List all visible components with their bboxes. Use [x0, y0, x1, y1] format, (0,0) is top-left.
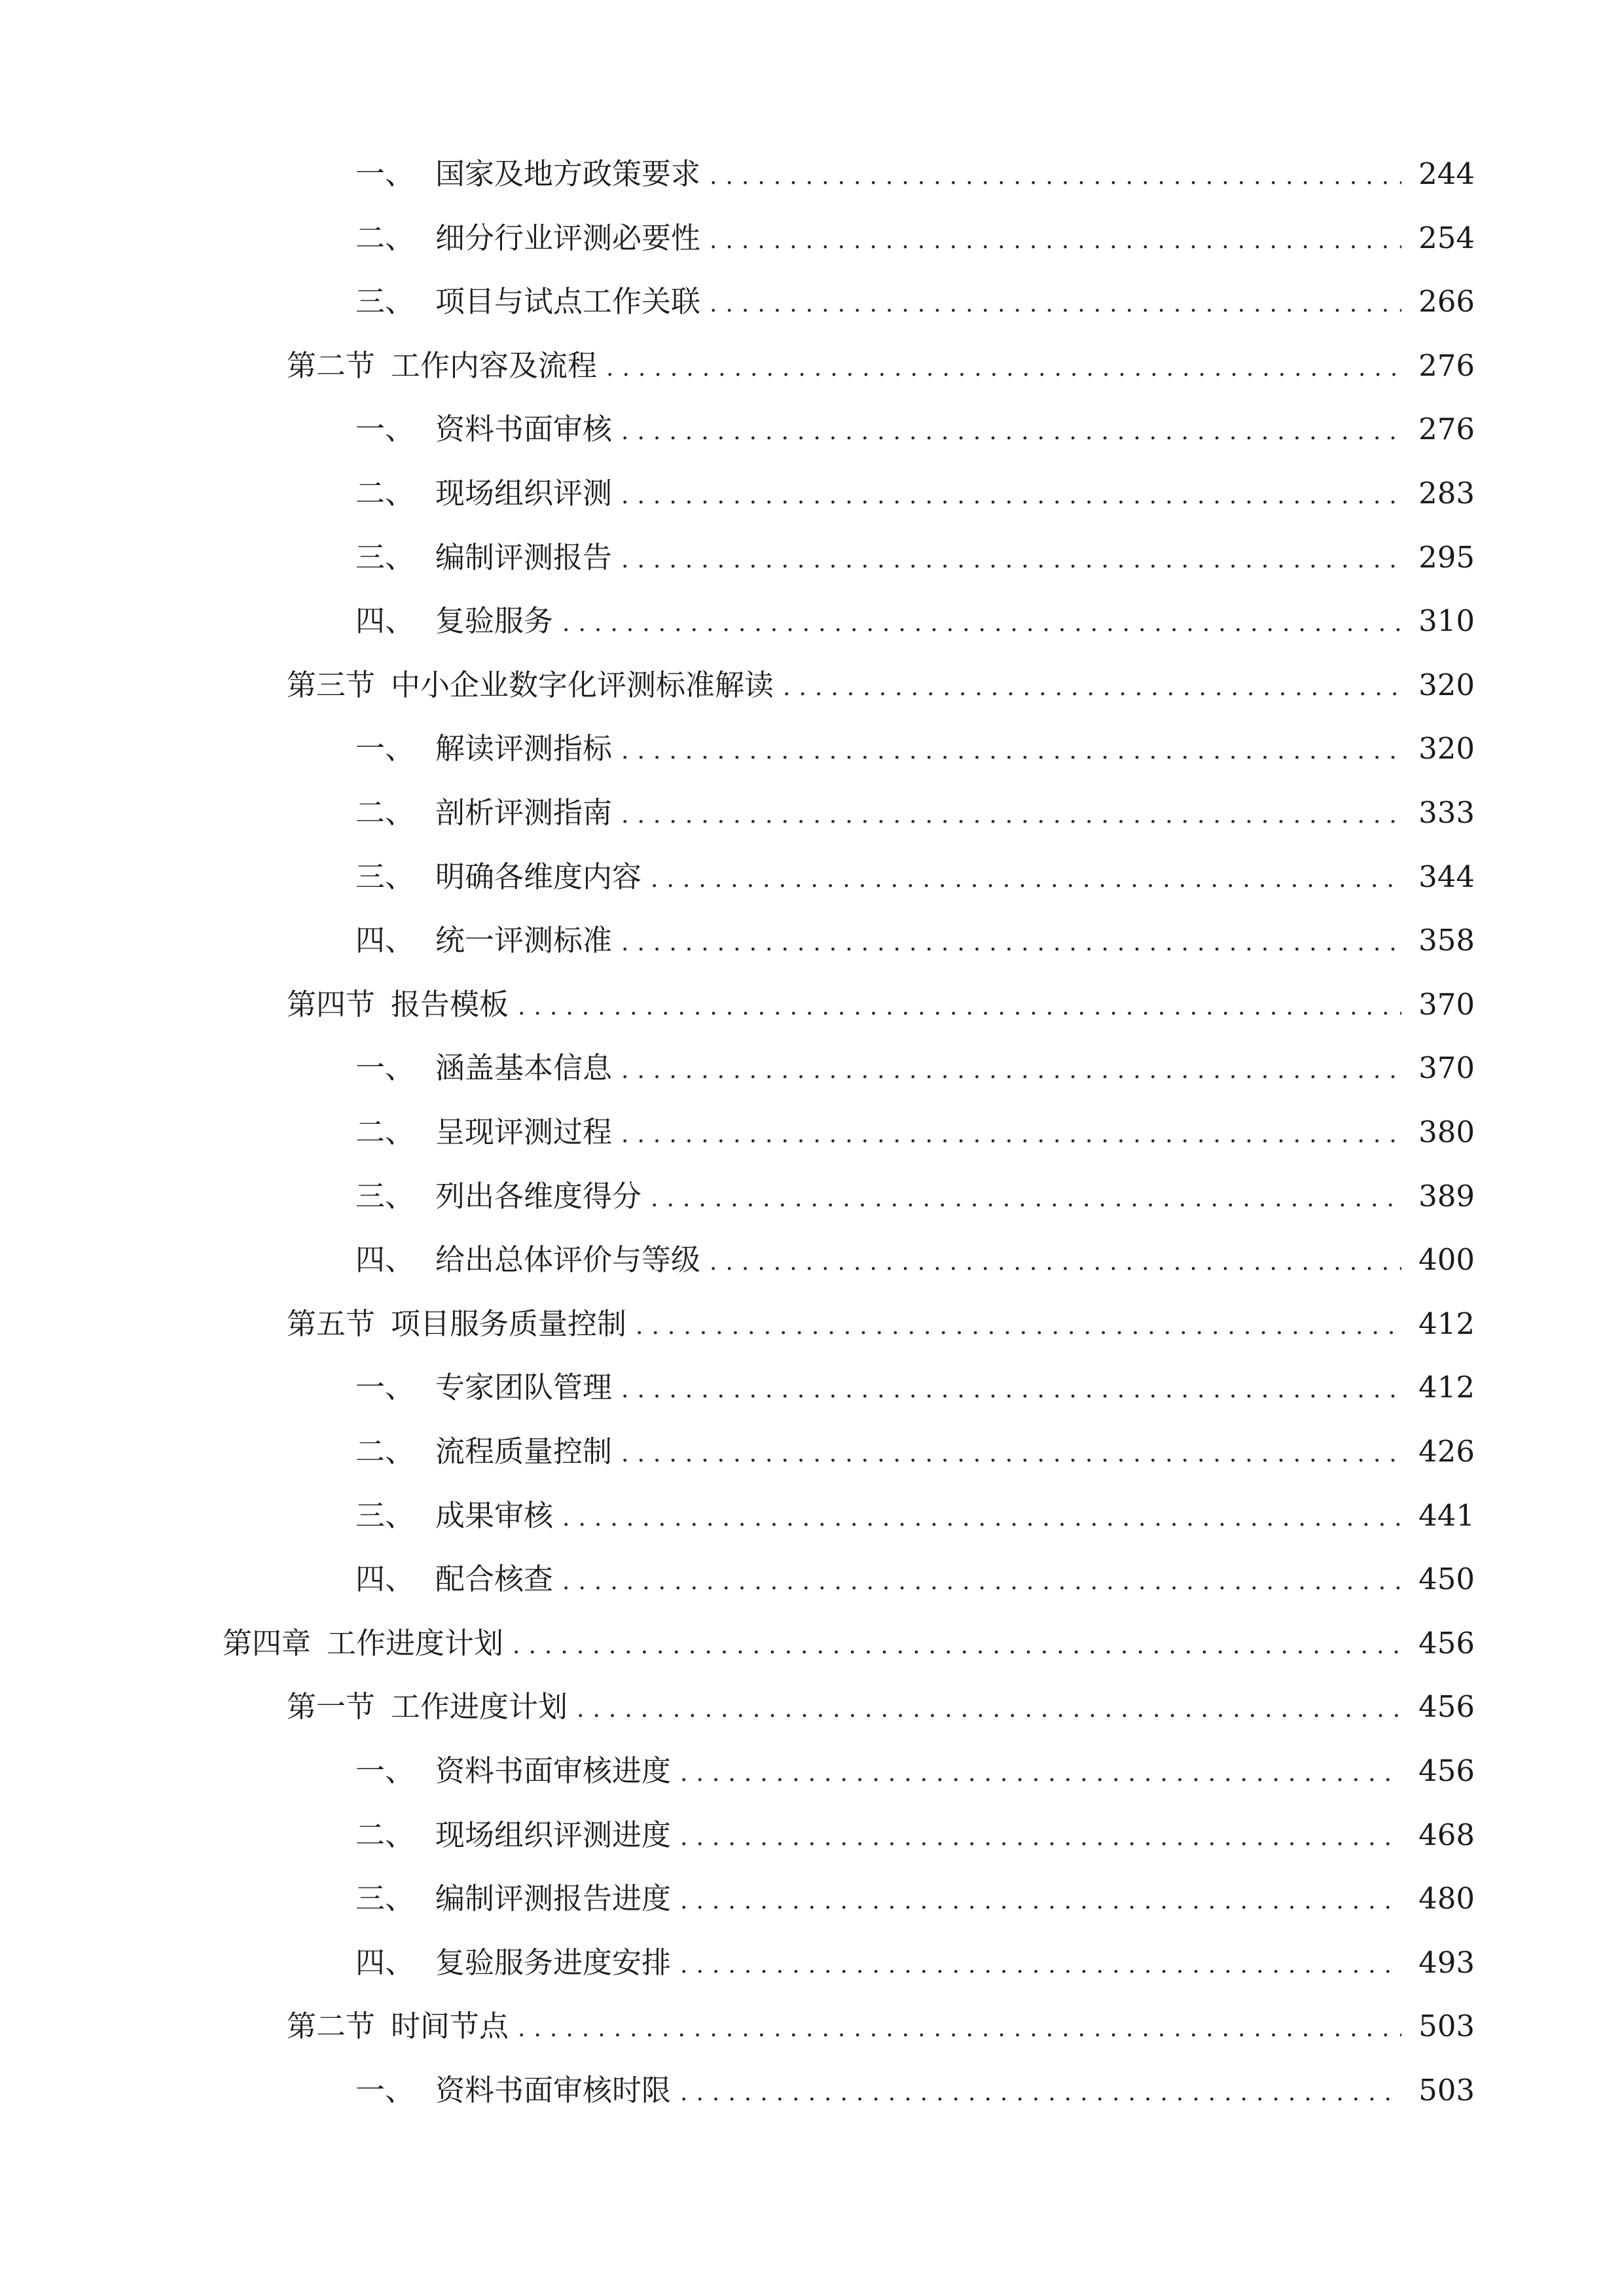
- toc-dot-leader: [577, 1683, 1401, 1736]
- toc-entry-label: 四、: [355, 603, 415, 639]
- toc-dot-leader: [621, 534, 1401, 586]
- toc-entry-title: 项目与试点工作关联: [435, 284, 701, 319]
- toc-entry-label: 三、: [355, 1881, 415, 1916]
- toc-entry-label: 一、: [355, 2073, 415, 2108]
- toc-dot-leader: [621, 470, 1401, 522]
- toc-entry-item[interactable]: [355, 1106, 1475, 1158]
- toc-entry-page-number: 358: [1418, 923, 1475, 958]
- toc-entry-title: 解读评测指标: [435, 731, 613, 766]
- toc-entry-item[interactable]: [355, 531, 1475, 584]
- toc-entry-page-number: 426: [1418, 1434, 1475, 1469]
- toc-dot-leader: [562, 598, 1401, 650]
- toc-entry-title: 给出总体评价与等级: [435, 1242, 701, 1278]
- toc-entry-page-number: 254: [1418, 220, 1475, 255]
- toc-entry-page-number: 456: [1418, 1625, 1475, 1660]
- toc-entry-title: 流程质量控制: [435, 1434, 613, 1469]
- toc-entry-page-number: 480: [1418, 1881, 1475, 1916]
- toc-entry-item[interactable]: [355, 148, 1475, 200]
- toc-entry-page-number: 412: [1418, 1306, 1475, 1341]
- toc-entry-title: 呈现评测过程: [435, 1115, 613, 1149]
- toc-entry-item[interactable]: [355, 1553, 1475, 1605]
- toc-entry-label: 一、: [355, 156, 415, 191]
- toc-entry-item[interactable]: [355, 276, 1475, 328]
- toc-dot-leader: [518, 2003, 1401, 2055]
- toc-entry-label: 三、: [355, 284, 415, 319]
- toc-dot-leader: [710, 278, 1401, 331]
- toc-dot-leader: [710, 215, 1401, 267]
- toc-entry-label: 第四章: [223, 1625, 312, 1660]
- toc-dot-leader: [680, 1812, 1401, 1864]
- toc-entry-label: 一、: [355, 1370, 415, 1405]
- toc-entry-section[interactable]: [287, 978, 1475, 1031]
- toc-entry-page-number: 295: [1418, 539, 1475, 575]
- toc-entry-label: 二、: [355, 1115, 415, 1149]
- toc-dot-leader: [651, 1173, 1401, 1225]
- toc-entry-label: 第四节: [287, 986, 376, 1022]
- toc-entry-page-number: 468: [1418, 1817, 1475, 1852]
- toc-entry-label: 第二节: [287, 348, 376, 383]
- toc-entry-title: 时间节点: [391, 2009, 509, 2044]
- toc-entry-page-number: 503: [1418, 2073, 1475, 2108]
- toc-entry-item[interactable]: [355, 467, 1475, 520]
- toc-entry-item[interactable]: [355, 1361, 1475, 1414]
- toc-dot-leader: [621, 1364, 1401, 1416]
- toc-entry-page-number: 493: [1418, 1945, 1475, 1980]
- toc-dot-leader: [680, 2067, 1401, 2119]
- toc-entry-title: 现场组织评测: [435, 476, 613, 511]
- toc-entry-label: 二、: [355, 1434, 415, 1469]
- toc-entry-title: 报告模板: [391, 986, 509, 1022]
- toc-entry-title: 专家团队管理: [435, 1370, 613, 1405]
- toc-entry-item[interactable]: [355, 1490, 1475, 1542]
- toc-entry-label: 二、: [355, 476, 415, 511]
- toc-entry-label: 二、: [355, 220, 415, 255]
- toc-entry-label: 一、: [355, 1050, 415, 1086]
- toc-entry-title: 资料书面审核: [435, 412, 613, 447]
- toc-entry-title: 工作进度计划: [327, 1625, 504, 1660]
- toc-entry-item[interactable]: [355, 1170, 1475, 1223]
- toc-entry-title: 工作进度计划: [391, 1689, 568, 1725]
- toc-entry-title: 涵盖基本信息: [435, 1050, 613, 1086]
- toc-entry-title: 列出各维度得分: [435, 1178, 642, 1213]
- toc-entry-page-number: 456: [1418, 1689, 1475, 1725]
- toc-entry-title: 剖析评测指南: [435, 795, 613, 830]
- toc-entry-item[interactable]: [355, 1873, 1475, 1925]
- toc-entry-label: 四、: [355, 923, 415, 958]
- toc-entry-section[interactable]: [287, 1681, 1475, 1733]
- toc-entry-title: 资料书面审核时限: [435, 2073, 672, 2108]
- toc-dot-leader: [621, 406, 1401, 458]
- toc-entry-label: 四、: [355, 1562, 415, 1597]
- toc-entry-item[interactable]: [355, 595, 1475, 647]
- toc-dot-leader: [636, 1300, 1401, 1353]
- toc-dot-leader: [651, 853, 1401, 906]
- toc-entry-item[interactable]: [355, 1042, 1475, 1094]
- toc-entry-page-number: 400: [1418, 1242, 1475, 1278]
- toc-entry-label: 四、: [355, 1945, 415, 1980]
- toc-entry-section[interactable]: [287, 340, 1475, 392]
- toc-dot-leader: [621, 1109, 1401, 1161]
- toc-entry-label: 一、: [355, 731, 415, 766]
- toc-entry-item[interactable]: [355, 1745, 1475, 1797]
- toc-entry-title: 项目服务质量控制: [391, 1306, 627, 1341]
- toc-entry-title: 配合核查: [435, 1562, 554, 1597]
- toc-entry-page-number: 320: [1418, 731, 1475, 766]
- toc-entry-chapter[interactable]: [223, 1617, 1475, 1670]
- toc-dot-leader: [562, 1492, 1401, 1545]
- toc-entry-title: 工作内容及流程: [391, 348, 598, 383]
- toc-dot-leader: [562, 1556, 1401, 1608]
- toc-entry-label: 二、: [355, 1817, 415, 1852]
- toc-dot-leader: [621, 917, 1401, 969]
- toc-entry-title: 细分行业评测必要性: [435, 220, 701, 255]
- toc-entry-title: 编制评测报告进度: [435, 1881, 672, 1916]
- toc-entry-label: 三、: [355, 539, 415, 575]
- toc-entry-title: 统一评测标准: [435, 923, 613, 958]
- toc-entry-page-number: 276: [1418, 412, 1475, 447]
- toc-entry-item[interactable]: [355, 403, 1475, 456]
- toc-entry-item[interactable]: [355, 723, 1475, 775]
- toc-entry-page-number: 320: [1418, 667, 1475, 702]
- toc-entry-page-number: 380: [1418, 1115, 1475, 1149]
- toc-dot-leader: [621, 1428, 1401, 1480]
- toc-entry-label: 四、: [355, 1242, 415, 1278]
- toc-entry-page-number: 244: [1418, 156, 1475, 191]
- toc-dot-leader: [710, 151, 1401, 203]
- toc-dot-leader: [680, 1939, 1401, 1992]
- toc-entry-section[interactable]: [287, 1298, 1475, 1350]
- toc-entry-label: 第一节: [287, 1689, 376, 1725]
- toc-dot-leader: [606, 342, 1401, 395]
- toc-dot-leader: [710, 1236, 1401, 1289]
- toc-entry-title: 编制评测报告: [435, 539, 613, 575]
- toc-dot-leader: [621, 1045, 1401, 1097]
- toc-entry-page-number: 412: [1418, 1370, 1475, 1405]
- toc-entry-page-number: 266: [1418, 284, 1475, 319]
- toc-entry-page-number: 503: [1418, 2009, 1475, 2044]
- toc-entry-page-number: 283: [1418, 476, 1475, 511]
- toc-entry-page-number: 370: [1418, 986, 1475, 1022]
- toc-dot-leader: [680, 1875, 1401, 1928]
- toc-entry-page-number: 370: [1418, 1050, 1475, 1086]
- toc-entry-title: 成果审核: [435, 1498, 554, 1533]
- toc-entry-label: 二、: [355, 795, 415, 830]
- toc-entry-section[interactable]: [287, 2000, 1475, 2053]
- toc-entry-title: 中小企业数字化评测标准解读: [391, 667, 774, 702]
- toc-dot-leader: [621, 789, 1401, 842]
- toc-entry-title: 明确各维度内容: [435, 859, 642, 894]
- toc-entry-label: 一、: [355, 1753, 415, 1788]
- toc-entry-item[interactable]: [355, 914, 1475, 967]
- toc-dot-leader: [518, 981, 1401, 1033]
- toc-dot-leader: [783, 662, 1401, 714]
- toc-dot-leader: [680, 1748, 1401, 1800]
- toc-entry-page-number: 310: [1418, 603, 1475, 639]
- toc-entry-item[interactable]: [355, 1937, 1475, 1989]
- toc-entry-label: 第三节: [287, 667, 376, 702]
- toc-entry-label: 三、: [355, 1498, 415, 1533]
- toc-entry-page-number: 456: [1418, 1753, 1475, 1788]
- toc-entry-item[interactable]: [355, 1426, 1475, 1478]
- toc-entry-item[interactable]: [355, 2064, 1475, 2117]
- toc-entry-item[interactable]: [355, 1809, 1475, 1861]
- toc-entry-item[interactable]: [355, 212, 1475, 264]
- toc-entry-item[interactable]: [355, 787, 1475, 839]
- toc-dot-leader: [621, 725, 1401, 778]
- toc-entry-title: 国家及地方政策要求: [435, 156, 701, 191]
- toc-entry-page-number: 276: [1418, 348, 1475, 383]
- toc-entry-title: 复验服务: [435, 603, 554, 639]
- toc-entry-label: 第二节: [287, 2009, 376, 2044]
- toc-entry-page-number: 441: [1418, 1498, 1475, 1533]
- toc-entry-page-number: 333: [1418, 795, 1475, 830]
- toc-entry-title: 复验服务进度安排: [435, 1945, 672, 1980]
- toc-entry-page-number: 344: [1418, 859, 1475, 894]
- toc-entry-item[interactable]: [355, 1234, 1475, 1286]
- toc-entry-page-number: 389: [1418, 1178, 1475, 1213]
- toc-entry-label: 三、: [355, 1178, 415, 1213]
- toc-entry-label: 第五节: [287, 1306, 376, 1341]
- toc-entry-title: 资料书面审核进度: [435, 1753, 672, 1788]
- toc-entry-page-number: 450: [1418, 1562, 1475, 1597]
- toc-entry-label: 一、: [355, 412, 415, 447]
- toc-entry-title: 现场组织评测进度: [435, 1817, 672, 1852]
- toc-entry-item[interactable]: [355, 851, 1475, 903]
- toc-entry-section[interactable]: [287, 659, 1475, 711]
- toc-entry-label: 三、: [355, 859, 415, 894]
- toc-dot-leader: [513, 1620, 1401, 1672]
